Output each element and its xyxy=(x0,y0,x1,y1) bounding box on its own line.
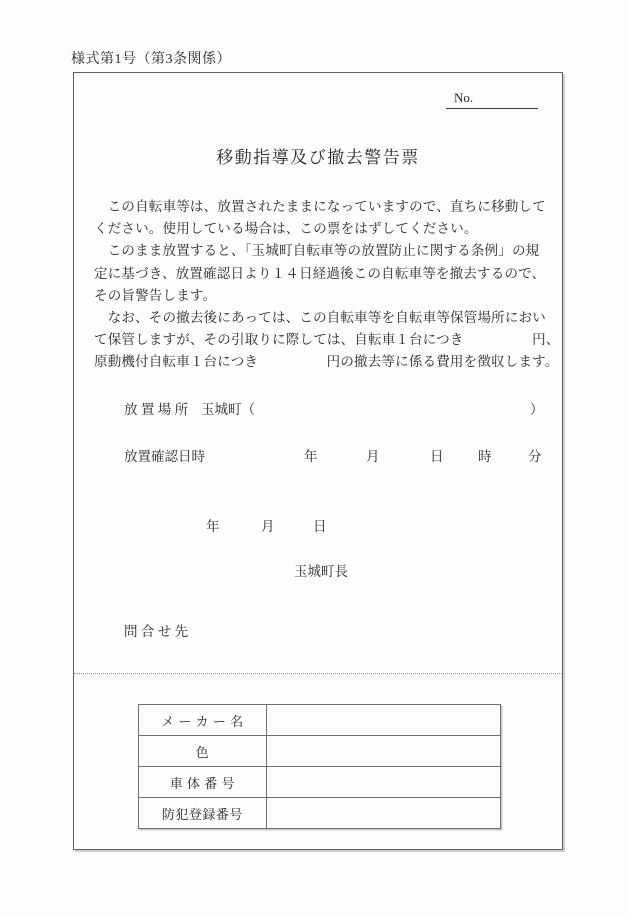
no-field xyxy=(446,90,538,109)
place-close-paren: ） xyxy=(530,402,544,417)
row-label-color: 色 xyxy=(139,736,267,767)
contact-label: 問 合 せ 先 xyxy=(124,624,189,639)
datetime-label: 放置確認日時 xyxy=(124,449,205,464)
row-label-registration-number: 防犯登録番号 xyxy=(139,798,267,829)
unit-minute: 分 xyxy=(528,449,542,464)
body-line: 定に基づき、放置確認日より１４日経過後この自転車等を撤去するので、 xyxy=(94,265,546,281)
unit-day: 日 xyxy=(313,519,327,534)
body-line: このまま放置すると、「玉城町自転車等の放置防止に関する条例」の規 xyxy=(94,243,540,259)
place-label: 放 置 場 所 xyxy=(124,402,189,417)
form-number-label: 様式第1号（第3条関係） xyxy=(71,52,231,67)
form-border-box xyxy=(73,72,563,850)
body-line: 原動機付自転車１台につき 円の撤去等に係る費用を徴収します。 xyxy=(94,354,559,370)
row-value-color xyxy=(266,736,500,767)
abandonment-place-field xyxy=(74,398,562,418)
body-line: その旨警告します。 xyxy=(94,287,217,303)
body-line: この自転車等は、放置されたままになっていますので、直ちに移動して xyxy=(94,199,546,214)
unit-year: 年 xyxy=(206,519,220,534)
table-row xyxy=(139,798,501,829)
issuer-field xyxy=(74,560,562,580)
unit-month: 月 xyxy=(261,519,275,534)
unit-year: 年 xyxy=(304,449,318,464)
body-text xyxy=(94,196,560,374)
contact-field xyxy=(74,620,562,640)
dashed-separator xyxy=(74,673,562,674)
issue-date-field xyxy=(74,515,562,535)
form-title: 移動指導及び撤去警告票 xyxy=(216,148,420,167)
row-label-maker: メ ー カ ー 名 xyxy=(139,705,267,736)
place-prefix: 玉城町（ xyxy=(201,402,255,417)
unit-day: 日 xyxy=(430,449,444,464)
table-row xyxy=(139,736,501,767)
body-line: なお、その撤去後にあっては、この自転車等を自転車等保管場所におい xyxy=(94,310,546,326)
unit-hour: 時 xyxy=(478,449,492,464)
body-line: ください。使用している場合は、この票をはずしてください。 xyxy=(94,221,478,237)
row-label-body-number: 車 体 番 号 xyxy=(139,767,267,798)
confirmation-datetime-field xyxy=(74,445,562,465)
row-value-body-number xyxy=(266,767,500,798)
row-value-maker xyxy=(266,705,500,736)
bicycle-info-table xyxy=(138,704,501,829)
row-value-registration-number xyxy=(266,798,500,829)
table-row xyxy=(139,705,501,736)
no-label: No. xyxy=(454,90,474,105)
body-line: て保管しますが、その引取りに際しては、自転車１台につき 円、 xyxy=(94,332,560,348)
table-row xyxy=(139,767,501,798)
issuer-name: 玉城町長 xyxy=(294,564,348,579)
unit-month: 月 xyxy=(366,449,380,464)
